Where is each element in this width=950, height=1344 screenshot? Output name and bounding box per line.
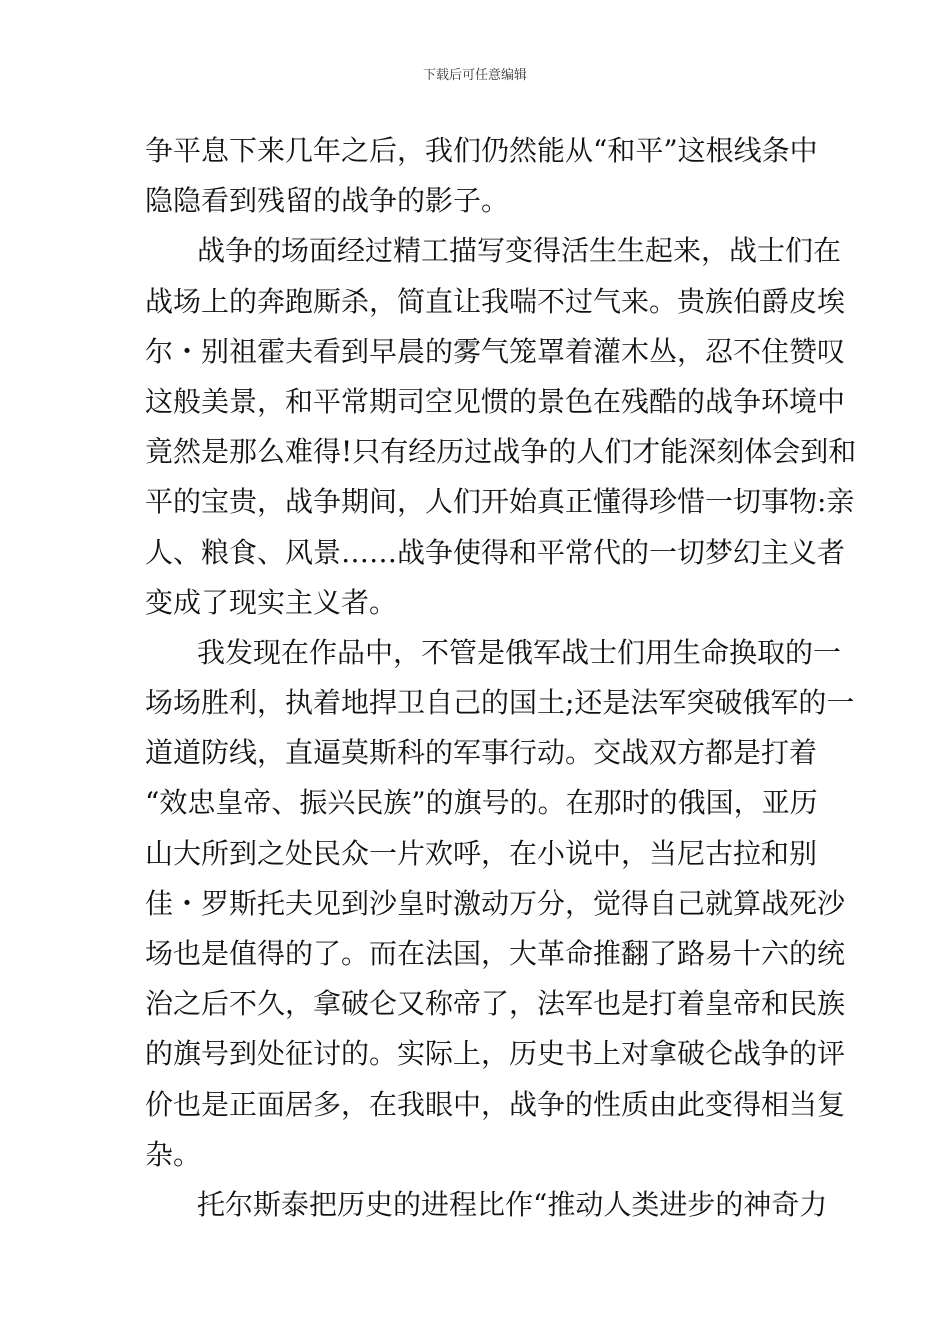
text-line: 的旗号到处征讨的。实际上，历史书上对拿破仑战争的评 <box>145 1037 846 1071</box>
text-line: 人、粮食、风景……战争使得和平常代的一切梦幻主义者 <box>145 535 846 569</box>
text-line: 道道防线，直逼莫斯科的军事行动。交战双方都是打着 <box>145 736 818 770</box>
paragraph-4 <box>145 1180 828 1230</box>
text-line: 佳・罗斯托夫见到沙皇时激动万分，觉得自己就算战死沙 <box>145 886 846 920</box>
text-line: 我发现在作品中，不管是俄军战士们用生命换取的一 <box>197 635 842 669</box>
paragraph-3 <box>145 628 855 1180</box>
text-line: 价也是正面居多，在我眼中，战争的性质由此变得相当复 <box>145 1087 846 1121</box>
page-header: 下载后可任意编辑 <box>422 68 527 83</box>
text-line: 场场胜利，执着地捍卫自己的国土;还是法军突破俄军的一 <box>145 686 855 720</box>
text-line: 场也是值得的了。而在法国，大革命推翻了路易十六的统 <box>145 937 846 970</box>
text-line: 山大所到之处民众一片欢呼，在小说中，当尼古拉和别 <box>145 836 818 870</box>
text-line: 治之后不久，拿破仑又称帝了，法军也是打着皇帝和民族 <box>145 987 846 1021</box>
document-body <box>145 126 857 1230</box>
text-line: 杂。 <box>145 1137 202 1171</box>
text-line: 竟然是那么难得!只有经历过战争的人们才能深刻体会到和 <box>145 435 857 469</box>
paragraph-1 <box>145 126 818 226</box>
text-line: 变成了现实主义者。 <box>145 585 398 619</box>
text-line: 托尔斯泰把历史的进程比作“推动人类进步的神奇力 <box>197 1187 828 1221</box>
text-line: 战争的场面经过精工描写变得活生生起来，战士们在 <box>197 234 842 268</box>
text-line: 隐隐看到残留的战争的影子。 <box>145 184 510 218</box>
text-line: 平的宝贵，战争期间，人们开始真正懂得珍惜一切事物:亲 <box>145 485 855 519</box>
text-line: 这般美景，和平常期司空见惯的景色在残酷的战争环境中 <box>145 384 846 418</box>
text-line: “效忠皇帝、振兴民族”的旗号的。在那时的俄国，亚历 <box>145 786 818 820</box>
text-line: 战场上的奔跑厮杀，简直让我喘不过气来。贵族伯爵皮埃 <box>145 284 846 318</box>
text-line: 争平息下来几年之后，我们仍然能从“和平”这根线条中 <box>145 134 818 167</box>
text-line: 尔・别祖霍夫看到早晨的雾气笼罩着灌木丛，忍不住赞叹 <box>145 334 846 368</box>
paragraph-2 <box>145 226 857 628</box>
